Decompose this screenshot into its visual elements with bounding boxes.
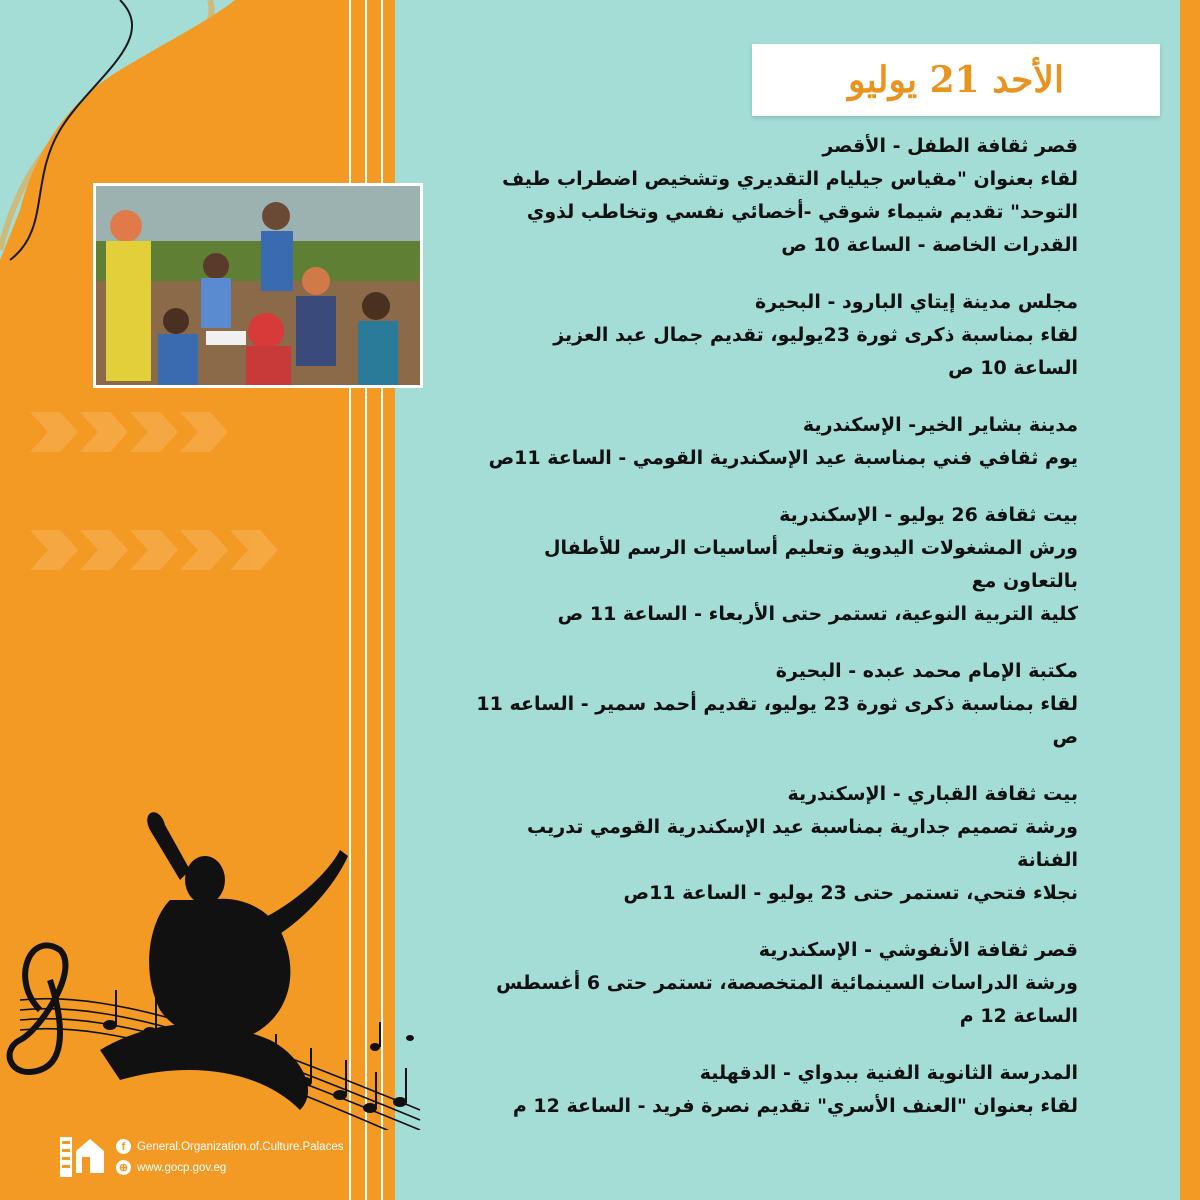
event-line: لقاء بمناسبة ذكرى ثورة 23يوليو، تقديم جمال عبد العزيز: [553, 324, 1078, 346]
event-line: التوحد" تقديم شيماء شوقي -أخصائي نفسي وتخاطب لذوي: [526, 201, 1078, 223]
event-place: قصر ثقافة الطفل - الأقصر: [822, 135, 1078, 157]
event-item: [470, 409, 1078, 475]
event-line: لقاء بعنوان "العنف الأسري" تقديم نصرة فريد - الساعة 12 م: [512, 1095, 1078, 1117]
globe-icon: ⊕: [116, 1160, 131, 1175]
event-line: نجلاء فتحي، تستمر حتى 23 يوليو - الساعة 11ص: [623, 882, 1078, 904]
event-item: [470, 1057, 1078, 1123]
right-stripe: [1180, 0, 1200, 1200]
event-item: [470, 499, 1078, 631]
event-item: [470, 778, 1078, 910]
event-line: لقاء بمناسبة ذكرى ثورة 23 يوليو، تقديم أحمد سمير - الساعه 11 ص: [476, 693, 1078, 748]
facebook-label: General.Organization.of.Culture.Palaces: [137, 1140, 344, 1153]
event-place: قصر ثقافة الأنفوشي - الإسكندرية: [758, 939, 1078, 961]
dancer-music-illustration: [0, 810, 440, 1130]
event-line: ورشة تصميم جدارية بمناسبة عيد الإسكندرية القومي تدريب الفنانة: [527, 816, 1078, 871]
event-place: بيت ثقافة القباري - الإسكندرية: [787, 783, 1078, 805]
event-line: كلية التربية النوعية، تستمر حتى الأربعاء - الساعة 11 ص: [557, 603, 1078, 625]
event-item: [470, 934, 1078, 1033]
event-line: الساعة 12 م: [959, 1005, 1078, 1027]
org-logo-icon: [60, 1133, 104, 1181]
facebook-icon: f: [116, 1139, 131, 1154]
event-line: الساعة 10 ص: [948, 357, 1078, 379]
event-place: المدرسة الثانوية الفنية ببدواي - الدقهلية: [699, 1062, 1078, 1084]
website-label: www.gocp.gov.eg: [137, 1161, 227, 1174]
date-header: [752, 44, 1160, 116]
event-place: مكتبة الإمام محمد عبده - البحيرة: [775, 660, 1078, 682]
event-line: ورش المشغولات اليدوية وتعليم أساسيات الرسم للأطفال بالتعاون مع: [544, 537, 1078, 592]
event-item: [470, 130, 1078, 262]
event-line: لقاء بعنوان "مقياس جيليام التقديري وتشخيص اضطراب طيف: [502, 168, 1078, 190]
events-list: [470, 130, 1078, 1147]
event-line: ورشة الدراسات السينمائية المتخصصة، تستمر حتى 6 أغسطس: [496, 972, 1078, 994]
website-link[interactable]: [116, 1160, 226, 1175]
event-photo: [93, 183, 423, 388]
event-line: القدرات الخاصة - الساعة 10 ص: [781, 234, 1078, 256]
event-line: يوم ثقافي فني بمناسبة عيد الإسكندرية القومي - الساعة 11ص: [488, 447, 1078, 469]
footer: [60, 1133, 380, 1183]
event-item: [470, 655, 1078, 754]
event-place: بيت ثقافة 26 يوليو - الإسكندرية: [779, 504, 1078, 526]
event-place: مدينة بشاير الخير- الإسكندرية: [802, 414, 1078, 436]
page-title: الأحد 21 يوليو: [848, 59, 1064, 101]
event-place: مجلس مدينة إيتاي البارود - البحيرة: [754, 291, 1078, 313]
event-item: [470, 286, 1078, 385]
facebook-link[interactable]: [116, 1139, 343, 1154]
